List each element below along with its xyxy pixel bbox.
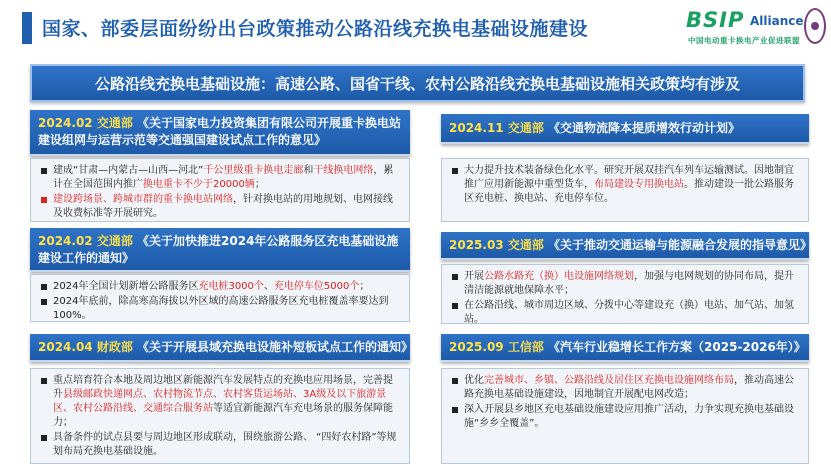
- list-item: 大力提升技术装备绿色化水平。研究开展双挂汽车列车运输测试。因地制宜推广应用新能源中重型货车，布局建设专用换电站。推动建设一批公路服务区充电桩、换电站、充电停车位。: [452, 164, 800, 206]
- policy-5-header: [441, 232, 813, 260]
- title-accent-bar: [22, 12, 32, 44]
- policy-4-title: 《交通物流降本提质增效行动计划》: [548, 120, 741, 135]
- list-item: 深入开展县乡地区充电基础设施建设应用推广活动，力争实现充换电基础设施“乡乡全覆盖”。: [452, 403, 800, 431]
- list-item: 2024年全国计划新增公路服务区充电桩3000个、充电停车位5000个；: [41, 280, 401, 294]
- policy-2-title: 《关于加快推进2024年公路服务区充电基础设施建设工作的通知》: [38, 234, 399, 265]
- list-item: 具备条件的试点县要与周边地区形成联动，围绕旅游公路、 “四好农村路”等规划布局充换电基础设施。: [41, 431, 401, 459]
- policy-6-date: 2025.09 工信部: [449, 339, 544, 354]
- list-item: 建设跨场景、跨城市群的重卡换电站网络，针对换电站的用地规划、电网接线及收费标准等开展研究。: [41, 193, 401, 221]
- policy-3-body: [30, 368, 410, 464]
- policy-1-body: [30, 158, 410, 222]
- policy-4-body: [441, 158, 809, 222]
- policy-1-title: 《关于国家电力投资集团有限公司开展重卡换电站建设组网与运营示范等交通强国建设试点工作的意见》: [38, 116, 402, 147]
- logo-alliance-text: Alliance: [750, 14, 804, 28]
- list-item: 建成“甘肃—内蒙古—山西—河北”千公里级重卡换电走廊和干线换电网络，累计在全国范围内推广换电重卡不少于20000辆；: [41, 164, 401, 192]
- seal-icon: [804, 8, 826, 44]
- summary-banner: [30, 64, 805, 102]
- list-item: 2024年底前，除高寒高海拔以外区域的高速公路服务区充电桩覆盖率要达到100%。: [41, 295, 401, 323]
- policy-3-header: [30, 334, 414, 362]
- page-title: 国家、部委层面纷纷出台政策推动公路沿线充换电基础设施建设: [42, 18, 589, 40]
- policy-6-header: [441, 334, 809, 362]
- policy-6-body: [441, 368, 809, 464]
- list-item: 在公路沿线、城市周边区域、分拨中心等建设充（换）电站、加气站、加氢站。: [452, 299, 800, 327]
- policy-5-date: 2025.03 交通部: [449, 237, 544, 252]
- policy-5-body: [441, 264, 809, 324]
- policy-2-header: [30, 228, 410, 272]
- policy-1-date: 2024.02 交通部: [38, 116, 133, 130]
- policy-3-title: 《关于开展县域充换电设施补短板试点工作的通知》: [137, 339, 414, 354]
- policy-6-title: 《汽车行业稳增长工作方案（2025-2026年）》: [548, 339, 806, 354]
- list-item: 开展公路水路充（换）电设施网络规划，加强与电网规划的协同布局，提升清洁能源就地保障水平；: [452, 270, 800, 298]
- policy-2-date: 2024.02 交通部: [38, 234, 133, 248]
- logo-main-text: BSIP: [686, 8, 745, 32]
- list-item: 重点培育符合本地及周边地区新能源汽车发展特点的充换电应用场景，完善提升县级邮政快递网点、农村物流节点、农村客货运场站、3A级及以下旅游景区、农村公路沿线、交通综合服务站等适宜新能源汽车充电场景的服务保障能力；: [41, 374, 401, 430]
- bsip-logo: [686, 8, 824, 50]
- policy-4-date: 2024.11 交通部: [449, 120, 544, 135]
- banner-text: 公路沿线充换电基础设施：高速公路、国省干线、农村公路沿线充换电基础设施相关政策均有涉及: [94, 74, 740, 93]
- list-item: 优化完善城市、乡镇、公路沿线及居住区充换电设施网络布局，推动高速公路充换电基础设施建设，因地制宜开展配电网改造；: [452, 374, 800, 402]
- policy-2-body: [30, 274, 410, 322]
- policy-5-title: 《关于推动交通运输与能源融合发展的指导意见》: [548, 237, 813, 252]
- logo-sub-text: 中国电动重卡换电产业促进联盟: [688, 36, 800, 45]
- policy-4-header: [441, 114, 809, 144]
- policy-1-header: [30, 110, 410, 156]
- title-bar: [0, 0, 831, 60]
- policy-3-date: 2024.04 财政部: [38, 339, 133, 354]
